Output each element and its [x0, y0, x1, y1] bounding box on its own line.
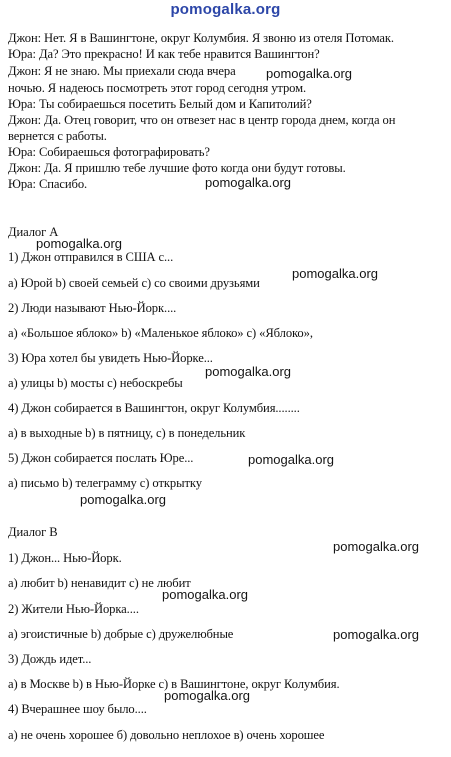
dialog-a-options-5: a) письмо b) телеграмму c) открытку — [8, 476, 202, 490]
dialog-b-options-3: a) в Москве b) в Нью-Йорке c) в Вашингтоне, округ Колумбия. — [8, 677, 340, 691]
dialog-b-question-3: 3) Дождь идет... — [8, 652, 92, 666]
dialog-b-options-2: a) эгоистичные b) добрые c) дружелюбные — [8, 627, 234, 641]
dialogue-line-7: вернется с работы. — [8, 129, 107, 143]
dialogue-line-9: Джон: Да. Я пришлю тебе лучшие фото когда они будут готовы. — [8, 161, 346, 175]
dialog-a-options-1: a) Юрой b) своей семьей c) со своими друзьями — [8, 276, 260, 290]
watermark: pomogalka.org — [248, 452, 334, 467]
dialogue-line-8: Юра: Собираешься фотографировать? — [8, 145, 210, 159]
dialog-b-heading: Диалог В — [8, 525, 58, 539]
dialogue-line-6: Джон: Да. Отец говорит, что он отвезет нас в центр города днем, когда он — [8, 113, 396, 127]
dialog-a-question-5: 5) Джон собирается послать Юре... — [8, 451, 194, 465]
dialog-a-options-4: a) в выходные b) в пятницу, c) в понедельник — [8, 426, 246, 440]
dialogue-line-1: Джон: Нет. Я в Вашингтоне, округ Колумбия. Я звоню из отеля Потомак. — [8, 31, 394, 45]
dialog-b-question-2: 2) Жители Нью-Йорка.... — [8, 602, 139, 616]
watermark: pomogalka.org — [162, 587, 248, 602]
dialogue-line-3: Джон: Я не знаю. Мы приехали сюда вчера — [8, 64, 236, 78]
watermark: pomogalka.org — [80, 492, 166, 507]
dialog-a-options-2: a) «Большое яблоко» b) «Маленькое яблоко» c) «Яблоко», — [8, 326, 313, 340]
watermark: pomogalka.org — [333, 539, 419, 554]
dialog-b-question-4: 4) Вчерашнее шоу было.... — [8, 702, 147, 716]
dialog-a-heading: Диалог А — [8, 225, 59, 239]
dialog-b-question-1: 1) Джон... Нью-Йорк. — [8, 551, 122, 565]
watermark: pomogalka.org — [266, 66, 352, 81]
watermark: pomogalka.org — [205, 175, 291, 190]
watermark: pomogalka.org — [164, 688, 250, 703]
dialog-b-options-1: a) любит b) ненавидит c) не любит — [8, 576, 191, 590]
dialogue-line-10: Юра: Спасибо. — [8, 177, 88, 191]
dialog-b-options-4: а) не очень хорошее б) довольно неплохое в) очень хорошее — [8, 728, 325, 742]
dialogue-line-5: Юра: Ты собираешься посетить Белый дом и Капитолий? — [8, 97, 312, 111]
watermark: pomogalka.org — [333, 627, 419, 642]
dialog-a-question-3: 3) Юра хотел бы увидеть Нью-Йорке... — [8, 351, 213, 365]
watermark: pomogalka.org — [292, 266, 378, 281]
dialog-a-question-1: 1) Джон отправился в США с... — [8, 250, 174, 264]
watermark: pomogalka.org — [36, 236, 122, 251]
dialog-a-question-2: 2) Люди называют Нью-Йорк.... — [8, 301, 177, 315]
dialogue-line-2: Юра: Да? Это прекрасно! И как тебе нравится Вашингтон? — [8, 47, 320, 61]
site-title[interactable]: pomogalka.org — [170, 1, 281, 18]
dialogue-line-4: ночью. Я надеюсь посмотреть этот город сегодня утром. — [8, 81, 307, 95]
dialog-a-question-4: 4) Джон собирается в Вашингтон, округ Колумбия........ — [8, 401, 300, 415]
dialog-a-options-3: a) улицы b) мосты c) небоскребы — [8, 376, 183, 390]
watermark: pomogalka.org — [205, 364, 291, 379]
